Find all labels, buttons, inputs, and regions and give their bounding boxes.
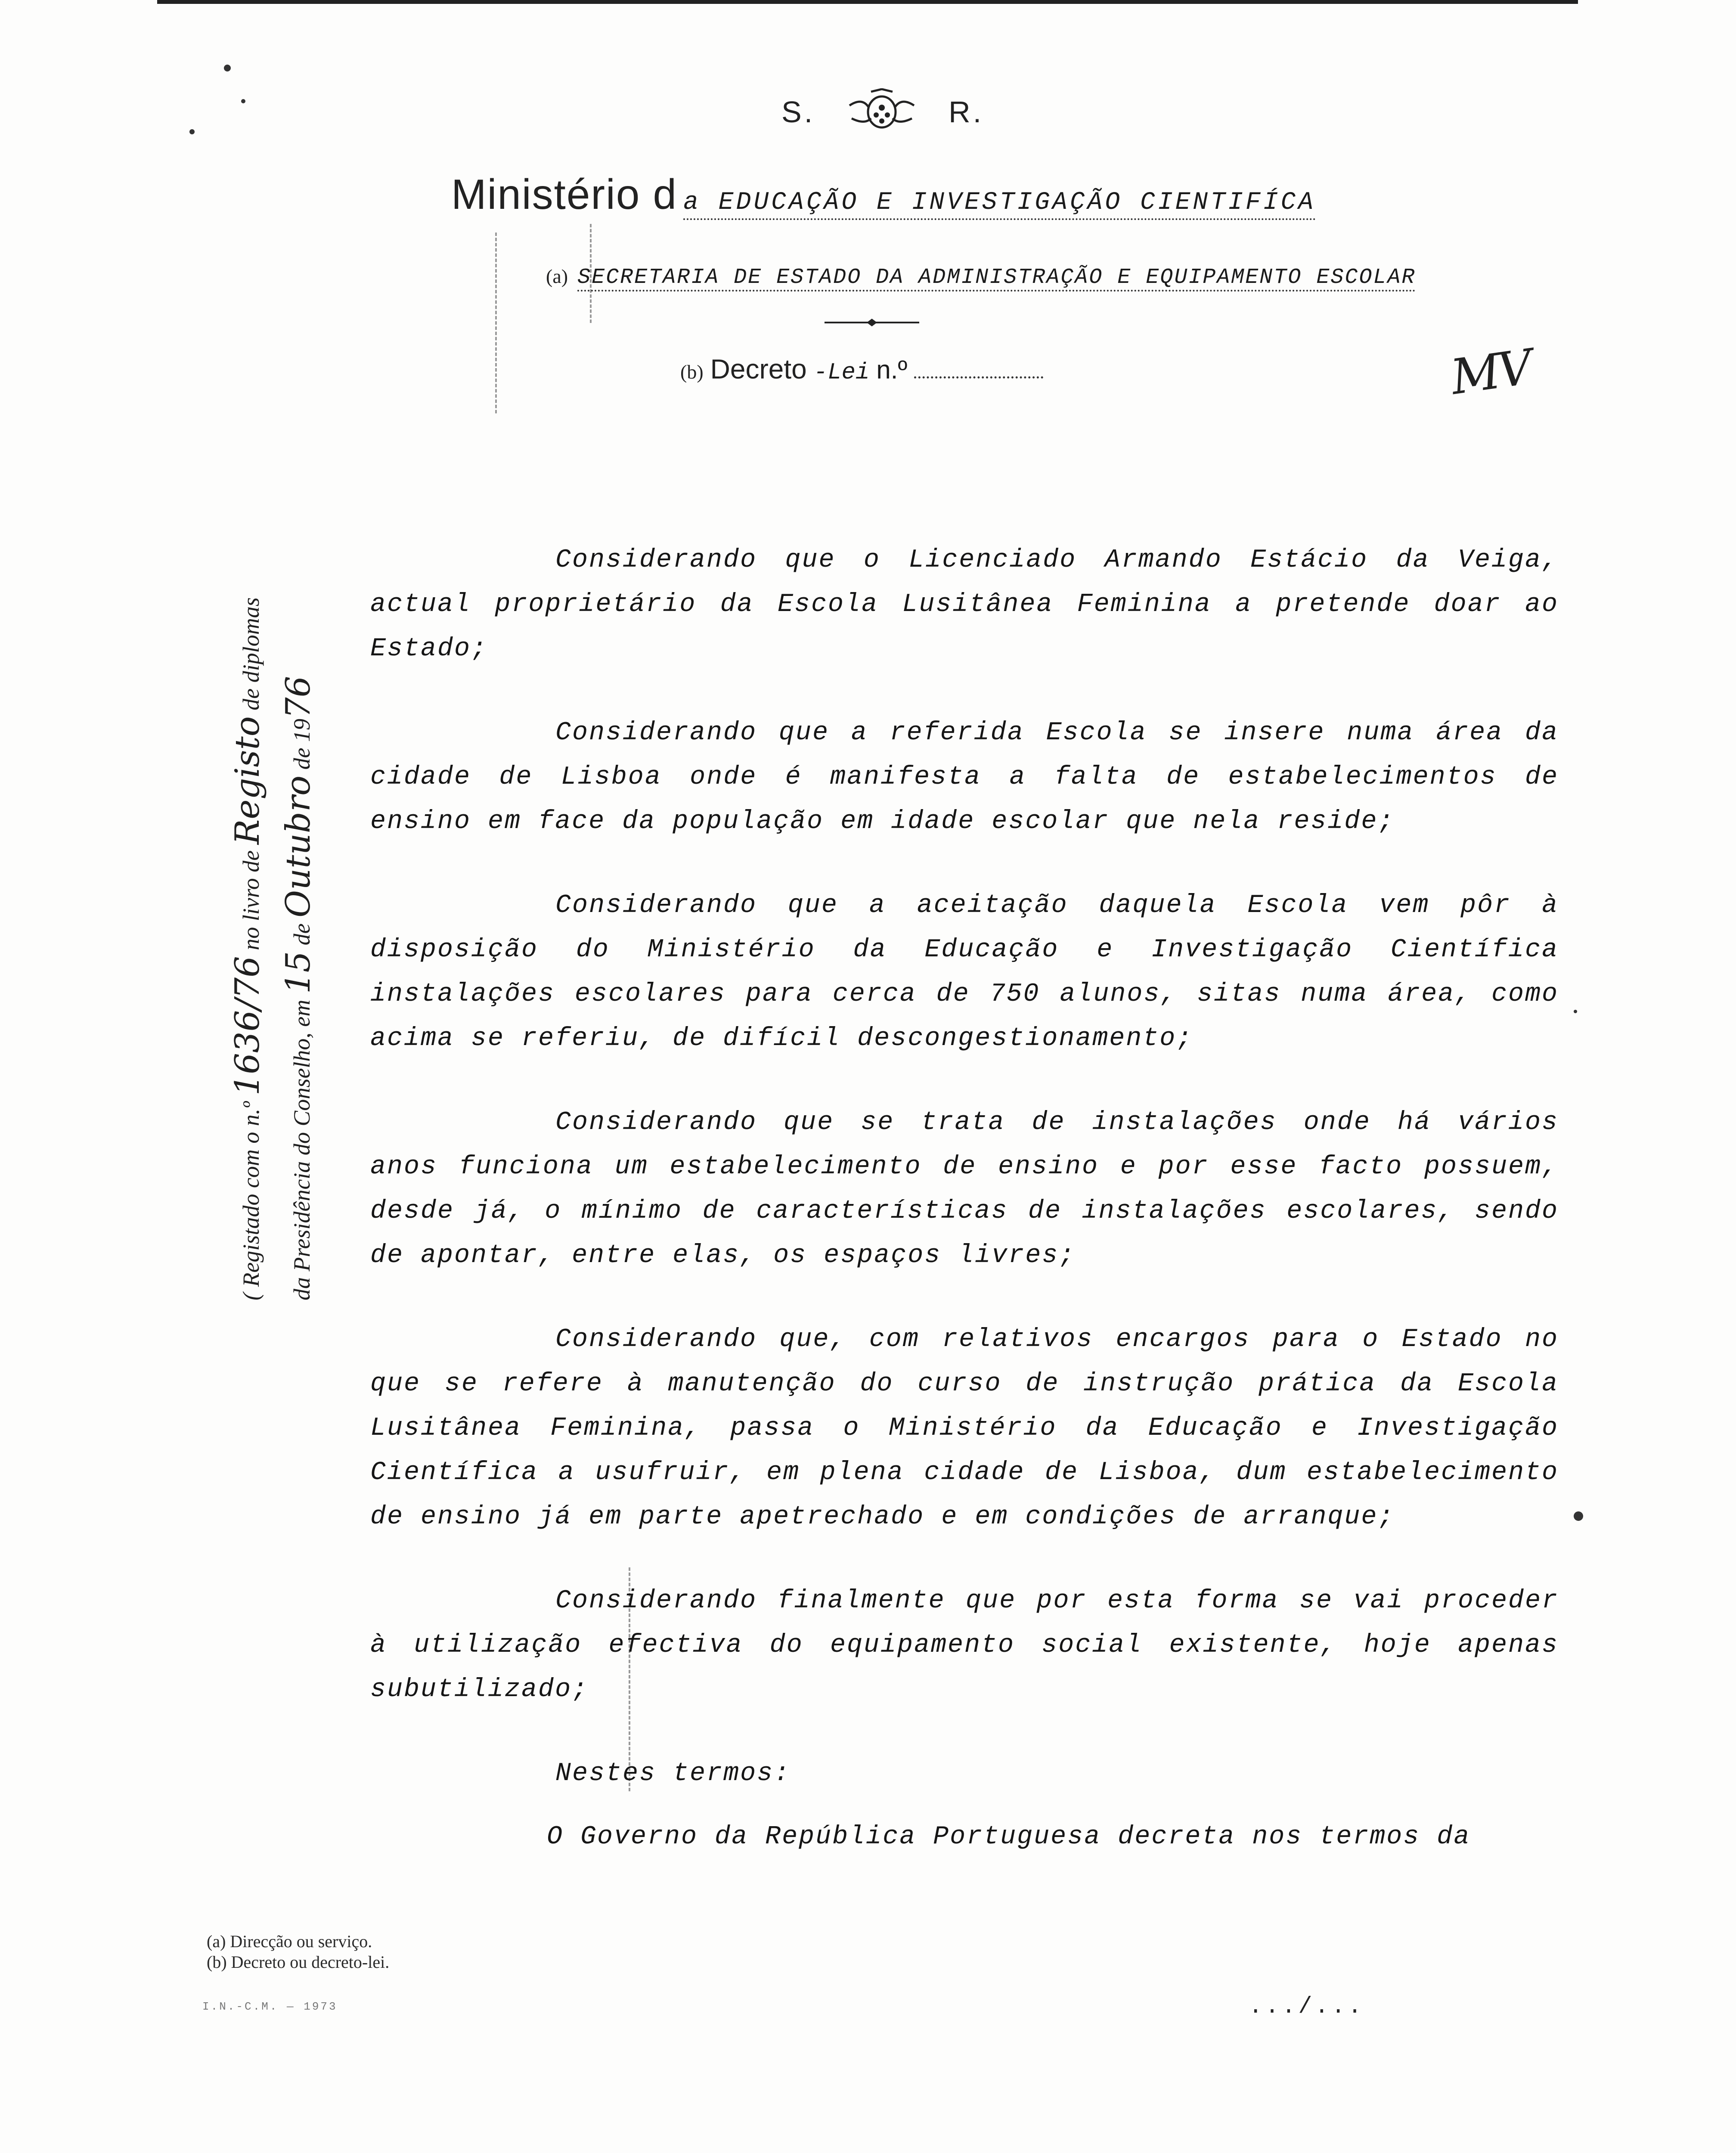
scan-speck	[241, 99, 245, 103]
considerando-paragraph-2: Considerando que a referida Escola se insere numa área da cidade de Lisboa onde é manifesta a falta de estabelecimentos de ensino em face da população em idade escolar que nela reside;	[370, 718, 1559, 836]
footnote-b: (b) Decreto ou decreto-lei.	[207, 1952, 390, 1972]
considerando-paragraph-4: Considerando que se trata de instalações onde há vários anos funciona um estabelecimento de ensino e por esse facto possuem, desde já, o mínimo de características de instalações escolares, sendo de apontar, entre elas, os espaços livres;	[370, 1108, 1559, 1270]
margin-note-text: da Presidência do Conselho, em	[289, 999, 315, 1300]
margin-note-text: de diplomas	[238, 597, 264, 710]
scan-speck	[1574, 1010, 1577, 1013]
margin-note-month: Outubro	[279, 775, 318, 918]
decreto-number-label: n.º	[876, 355, 908, 384]
divider-ornament	[825, 319, 919, 326]
printer-imprint: I.N.-C.M. — 1973	[202, 2000, 338, 2013]
scan-fold-line	[495, 233, 497, 413]
handwritten-initials: MV	[1447, 339, 1534, 406]
secretaria-name: SECRETARIA DE ESTADO DA ADMINISTRAÇÃO E EQUIPAMENTO ESCOLAR	[577, 265, 1416, 292]
decreto-line	[680, 353, 1043, 386]
decreto-number-blank	[914, 359, 1043, 378]
margin-registration-note	[224, 597, 326, 1300]
considerando-paragraph-6: Considerando finalmente que por esta forma se vai proceder à utilização efectiva do equipamento social existente, hoje apenas subutilizado;	[370, 1586, 1559, 1704]
margin-note-text: no livro de	[238, 850, 264, 950]
nestes-termos: Nestes termos:	[555, 1759, 791, 1788]
margin-note-line-1: ( Registado com o n.º 1636/76 no livro de Registo de diplomas	[228, 597, 267, 1300]
continuation-mark: .../...	[1249, 1994, 1364, 2020]
margin-note-text: de 19	[289, 718, 315, 770]
decree-body	[370, 538, 1559, 1859]
considerando-paragraph-5: Considerando que, com relativos encargos para o Estado no que se refere à manutenção do curso de instrução prática da Escola Lusitânea Feminina, passa o Ministério da Educação e Investigação Científica a usufruir, em plena cidade de Lisboa, dum estabelecimento de ensino já em parte apetrechado e em condições de arranque;	[370, 1325, 1559, 1532]
footnotes	[207, 1931, 389, 1973]
margin-note-register-word: Registo	[228, 716, 267, 845]
considerando-paragraph-1: Considerando que o Licenciado Armando Estácio da Veiga, actual proprietário da Escola Lusitânea Feminina a pretende doar ao Estado;	[370, 546, 1559, 664]
ministry-prefix: Ministério d	[451, 171, 678, 218]
scan-speck	[189, 129, 195, 134]
footnote-a: (a) Direcção ou serviço.	[207, 1932, 372, 1951]
margin-note-register-number: 1636/76	[228, 956, 267, 1096]
seal-left-letter: S.	[781, 95, 815, 129]
ministry-name: a EDUCAÇÃO E INVESTIGAÇÃO CIENTIFÍCA	[683, 189, 1316, 220]
decreto-suffix: -Lei	[813, 360, 870, 386]
top-rule	[157, 0, 1578, 4]
decree-final-line: O Governo da República Portuguesa decreta nos termos da	[547, 1822, 1471, 1852]
margin-note-day: 15	[279, 951, 318, 994]
ministry-heading	[451, 170, 1316, 220]
seal-right-letter: R.	[949, 95, 984, 129]
scan-speck	[224, 65, 231, 71]
margin-note-year: 76	[279, 676, 318, 719]
margin-note-line-2	[275, 597, 326, 1300]
coat-of-arms-icon	[845, 88, 918, 136]
decreto-label: Decreto	[710, 354, 807, 385]
secretaria-heading	[546, 265, 1416, 292]
secretaria-marker: (a)	[546, 265, 568, 287]
decreto-marker: (b)	[680, 361, 704, 383]
seal-line	[781, 88, 984, 136]
scan-speck	[1574, 1511, 1583, 1521]
considerando-paragraph-3: Considerando que a aceitação daquela Escola vem pôr à disposição do Ministério da Educação e Investigação Científica instalações escolares para cerca de 750 alunos, sitas numa área, como acima se referiu, de difícil descongestionamento;	[370, 891, 1559, 1053]
margin-note-text: Registado com o n.º	[238, 1101, 264, 1287]
margin-note-text: de	[289, 923, 315, 946]
